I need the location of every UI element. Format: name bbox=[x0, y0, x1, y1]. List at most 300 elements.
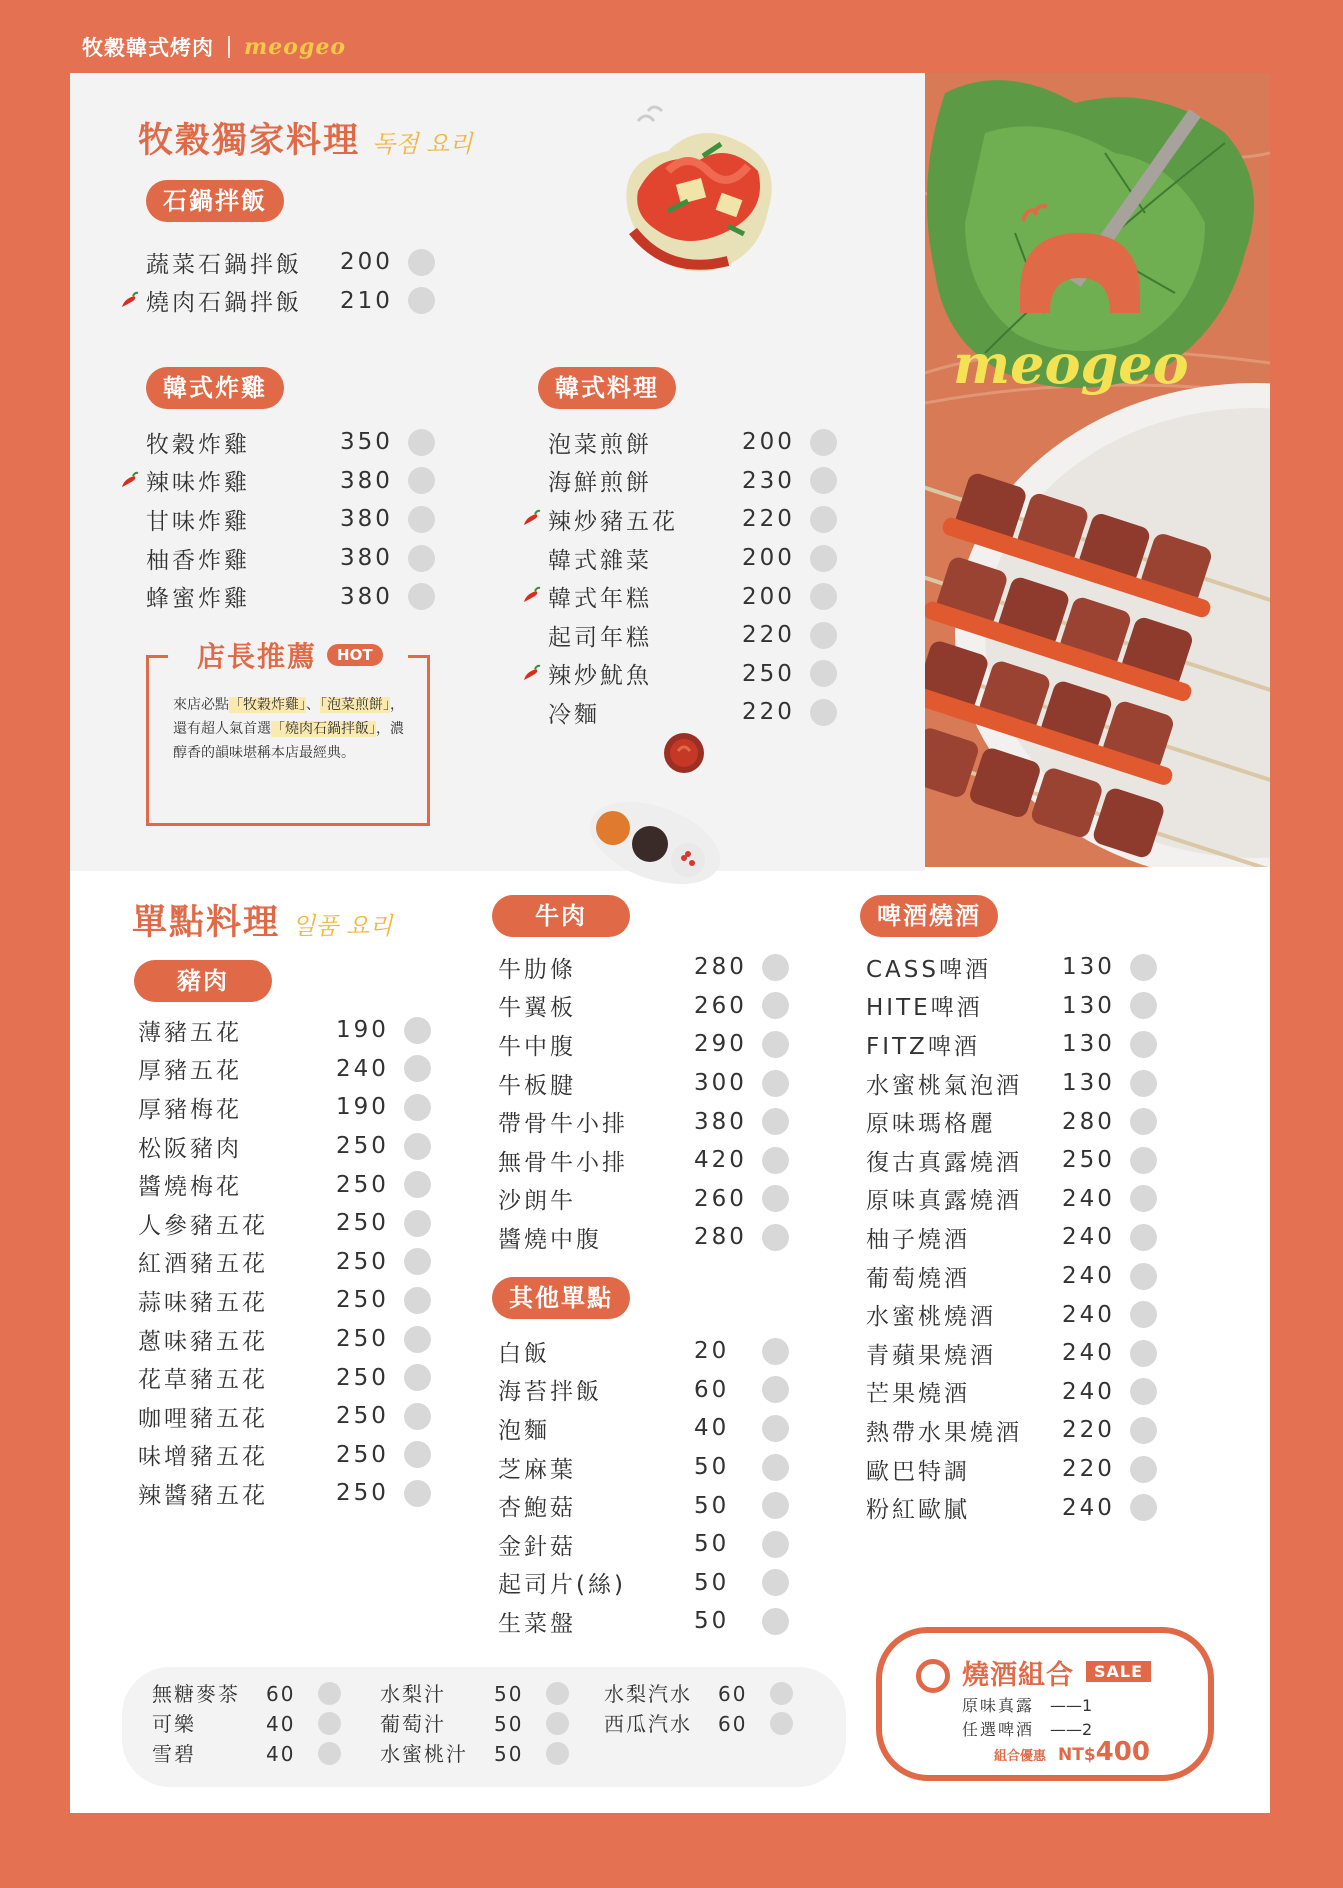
order-checkbox[interactable] bbox=[762, 1108, 789, 1135]
menu-item-price: 50 bbox=[694, 1569, 730, 1596]
order-checkbox[interactable] bbox=[810, 583, 837, 610]
menu-item-price: 250 bbox=[1062, 1147, 1115, 1174]
order-checkbox[interactable] bbox=[404, 1171, 431, 1198]
menu-item-name: 牛肋條 bbox=[498, 956, 576, 983]
menu-item bbox=[498, 1486, 808, 1525]
menu-item bbox=[866, 1141, 1176, 1180]
menu-item bbox=[498, 1218, 808, 1257]
drink-price: 50 bbox=[494, 1712, 524, 1736]
order-checkbox[interactable] bbox=[404, 1287, 431, 1314]
sauce-bowl-illustration bbox=[662, 731, 706, 775]
order-checkbox[interactable] bbox=[762, 1569, 789, 1596]
menu-item-name: 起司年糕 bbox=[548, 624, 652, 651]
menu-item-price: 280 bbox=[694, 954, 747, 981]
korean-label: 韓式料理 bbox=[538, 367, 676, 409]
order-checkbox[interactable] bbox=[408, 467, 435, 494]
recommend-box bbox=[146, 640, 430, 826]
menu-item-name: 蔬菜石鍋拌飯 bbox=[146, 251, 302, 278]
alacarte-title-zh: 單點料理 bbox=[132, 903, 281, 943]
menu-item-name: 水蜜桃氣泡酒 bbox=[866, 1072, 1022, 1099]
order-checkbox[interactable] bbox=[1130, 1185, 1157, 1212]
menu-item-name: 柚香炸雞 bbox=[146, 547, 250, 574]
combo-deal-label: 組合優惠 bbox=[994, 1749, 1047, 1764]
menu-item bbox=[498, 1141, 808, 1180]
menu-item bbox=[498, 1409, 808, 1448]
menu-item-name: 人參豬五花 bbox=[138, 1212, 268, 1239]
menu-item-price: 130 bbox=[1062, 1031, 1115, 1058]
menu-item bbox=[146, 577, 446, 616]
drink-name: 無糖麥茶 bbox=[152, 1682, 240, 1706]
menu-item-price: 220 bbox=[1062, 1456, 1115, 1483]
order-checkbox[interactable] bbox=[408, 429, 435, 456]
korean-list bbox=[548, 423, 848, 732]
drink-item bbox=[380, 1709, 580, 1739]
order-checkbox[interactable] bbox=[810, 545, 837, 572]
order-checkbox[interactable] bbox=[762, 954, 789, 981]
alacarte-title-ko: 일품 요리 bbox=[292, 912, 393, 940]
menu-item-name: 起司片(絲) bbox=[498, 1572, 626, 1599]
menu-item-price: 300 bbox=[694, 1070, 747, 1097]
menu-item bbox=[138, 1358, 448, 1397]
drink-item bbox=[152, 1679, 352, 1709]
bibimbap-label: 石鍋拌飯 bbox=[146, 180, 284, 222]
menu-item-name: 咖哩豬五花 bbox=[138, 1405, 268, 1432]
order-checkbox[interactable] bbox=[762, 1492, 789, 1519]
menu-item bbox=[138, 1088, 448, 1127]
menu-item-name: 燒肉石鍋拌飯 bbox=[146, 290, 302, 317]
menu-item-price: 250 bbox=[336, 1171, 389, 1198]
menu-item-name: 花草豬五花 bbox=[138, 1367, 268, 1394]
menu-item bbox=[146, 500, 446, 539]
exclusive-title-ko: 독점 요리 bbox=[372, 130, 473, 158]
menu-item bbox=[866, 1488, 1176, 1527]
menu-item-price: 200 bbox=[742, 545, 795, 572]
order-checkbox[interactable] bbox=[762, 1608, 789, 1635]
sauce-dish-illustration bbox=[580, 788, 730, 898]
order-checkbox[interactable] bbox=[404, 1364, 431, 1391]
menu-item-price: 60 bbox=[694, 1376, 730, 1403]
menu-item-price: 50 bbox=[694, 1492, 730, 1519]
menu-item bbox=[498, 1064, 808, 1103]
drink-price: 60 bbox=[718, 1712, 748, 1736]
menu-item-price: 260 bbox=[694, 1185, 747, 1212]
menu-item-name: 生菜盤 bbox=[498, 1610, 576, 1637]
order-checkbox[interactable] bbox=[404, 1055, 431, 1082]
menu-item-name: 厚豬梅花 bbox=[138, 1096, 242, 1123]
menu-item bbox=[548, 539, 848, 578]
chicken-list bbox=[146, 423, 446, 616]
recommend-title-text: 店長推薦 bbox=[197, 640, 318, 673]
menu-item-price: 380 bbox=[340, 583, 393, 610]
order-checkbox[interactable] bbox=[404, 1403, 431, 1430]
menu-item-name: 牛板腱 bbox=[498, 1072, 576, 1099]
menu-item bbox=[866, 987, 1176, 1026]
menu-item bbox=[866, 1295, 1176, 1334]
menu-item bbox=[138, 1397, 448, 1436]
order-checkbox[interactable] bbox=[810, 429, 837, 456]
menu-item bbox=[138, 1127, 448, 1166]
order-checkbox[interactable] bbox=[1130, 1263, 1157, 1290]
order-checkbox[interactable] bbox=[1130, 1494, 1157, 1521]
menu-item-price: 240 bbox=[1062, 1263, 1115, 1290]
drink-item bbox=[152, 1709, 352, 1739]
menu-item-name: 芝麻葉 bbox=[498, 1456, 576, 1483]
drink-price: 60 bbox=[266, 1682, 296, 1706]
menu-item-name: 甘味炸雞 bbox=[146, 508, 250, 535]
menu-item-name: 韓式年糕 bbox=[548, 586, 652, 613]
menu-item-name: 海苔拌飯 bbox=[498, 1379, 602, 1406]
menu-item-price: 420 bbox=[694, 1147, 747, 1174]
order-checkbox[interactable] bbox=[404, 1017, 431, 1044]
soju-combo-box bbox=[876, 1627, 1214, 1781]
menu-item bbox=[138, 1011, 448, 1050]
order-checkbox[interactable] bbox=[762, 1031, 789, 1058]
order-checkbox[interactable] bbox=[762, 1454, 789, 1481]
menu-item-price: 50 bbox=[694, 1608, 730, 1635]
menu-item-price: 50 bbox=[694, 1454, 730, 1481]
order-checkbox[interactable] bbox=[770, 1682, 793, 1705]
menu-item-name: 牛中腹 bbox=[498, 1033, 576, 1060]
menu-item bbox=[138, 1204, 448, 1243]
menu-item-name: 海鮮煎餅 bbox=[548, 470, 652, 497]
menu-item-price: 280 bbox=[1062, 1108, 1115, 1135]
art-logo: meogeo bbox=[953, 332, 1189, 396]
menu-item bbox=[548, 655, 848, 694]
menu-item-name: 味增豬五花 bbox=[138, 1444, 268, 1471]
recommend-text: 來店必點「牧穀炸雞」、「泡菜煎餅」，還有超人氣首選「燒肉石鍋拌飯」，濃醇香的韻味堪稱本店最經典。 bbox=[173, 697, 404, 761]
menu-item-name: 熱帶水果燒酒 bbox=[866, 1419, 1022, 1446]
food-illustration bbox=[925, 73, 1270, 867]
drink-item bbox=[380, 1679, 580, 1709]
menu-item-price: 240 bbox=[336, 1055, 389, 1082]
chicken-label: 韓式炸雞 bbox=[146, 367, 284, 409]
menu-item bbox=[866, 1064, 1176, 1103]
order-checkbox[interactable] bbox=[546, 1712, 569, 1735]
menu-item-price: 240 bbox=[1062, 1494, 1115, 1521]
menu-item-price: 20 bbox=[694, 1338, 730, 1365]
order-checkbox[interactable] bbox=[762, 1376, 789, 1403]
menu-item-name: 辣醬豬五花 bbox=[138, 1482, 268, 1509]
menu-item-name: 厚豬五花 bbox=[138, 1058, 242, 1085]
drink-price: 60 bbox=[718, 1682, 748, 1706]
menu-item-price: 260 bbox=[694, 992, 747, 1019]
combo-line-2: 任選啤酒 ——2 bbox=[962, 1720, 1093, 1739]
menu-item bbox=[548, 616, 848, 655]
menu-item-price: 380 bbox=[340, 506, 393, 533]
order-checkbox[interactable] bbox=[762, 1415, 789, 1442]
menu-item-price: 40 bbox=[694, 1415, 730, 1442]
menu-item-name: 芒果燒酒 bbox=[866, 1381, 970, 1408]
menu-item-price: 380 bbox=[340, 467, 393, 494]
drink-name: 水梨汽水 bbox=[604, 1682, 692, 1706]
menu-item-name: 金針菇 bbox=[498, 1533, 576, 1560]
menu-item-name: 辣味炸雞 bbox=[146, 470, 250, 497]
order-checkbox[interactable] bbox=[762, 1147, 789, 1174]
order-checkbox[interactable] bbox=[762, 1185, 789, 1212]
order-checkbox[interactable] bbox=[810, 699, 837, 726]
menu-item bbox=[866, 948, 1176, 987]
menu-item-price: 50 bbox=[694, 1531, 730, 1558]
menu-item-name: 蒜味豬五花 bbox=[138, 1289, 268, 1316]
chili-icon bbox=[120, 471, 140, 489]
order-checkbox[interactable] bbox=[404, 1094, 431, 1121]
menu-item bbox=[866, 1257, 1176, 1296]
drink-name: 西瓜汽水 bbox=[604, 1712, 692, 1736]
others-list bbox=[498, 1332, 808, 1641]
combo-circle-icon bbox=[916, 1659, 950, 1693]
order-checkbox[interactable] bbox=[1130, 1108, 1157, 1135]
menu-item-name: 沙朗牛 bbox=[498, 1188, 576, 1215]
order-checkbox[interactable] bbox=[770, 1712, 793, 1735]
order-checkbox[interactable] bbox=[546, 1742, 569, 1765]
order-checkbox[interactable] bbox=[1130, 1417, 1157, 1444]
menu-item-price: 220 bbox=[742, 622, 795, 649]
menu-item-price: 380 bbox=[340, 545, 393, 572]
menu-item-price: 240 bbox=[1062, 1301, 1115, 1328]
combo-title: 燒酒組合 bbox=[962, 1660, 1074, 1691]
menu-item bbox=[138, 1243, 448, 1282]
bibimbap-list bbox=[146, 243, 446, 320]
order-checkbox[interactable] bbox=[810, 506, 837, 533]
order-checkbox[interactable] bbox=[408, 249, 435, 276]
menu-item-price: 200 bbox=[742, 583, 795, 610]
brand-name: 牧穀韓式烤肉 bbox=[82, 36, 214, 60]
order-checkbox[interactable] bbox=[1130, 1224, 1157, 1251]
drink-price: 40 bbox=[266, 1742, 296, 1766]
pork-label: 豬肉 bbox=[134, 960, 272, 1002]
order-checkbox[interactable] bbox=[408, 506, 435, 533]
menu-item bbox=[866, 1102, 1176, 1141]
combo-currency: NT$ bbox=[1058, 1745, 1096, 1765]
order-checkbox[interactable] bbox=[404, 1441, 431, 1468]
order-checkbox[interactable] bbox=[318, 1742, 341, 1765]
order-checkbox[interactable] bbox=[404, 1210, 431, 1237]
menu-item-name: 冷麵 bbox=[548, 701, 600, 728]
order-checkbox[interactable] bbox=[1130, 1070, 1157, 1097]
menu-item-price: 280 bbox=[694, 1224, 747, 1251]
menu-item-price: 240 bbox=[1062, 1224, 1115, 1251]
menu-item-name: 泡菜煎餅 bbox=[548, 431, 652, 458]
recommend-title bbox=[189, 635, 391, 675]
order-checkbox[interactable] bbox=[404, 1133, 431, 1160]
menu-item-name: 蔥味豬五花 bbox=[138, 1328, 268, 1355]
menu-item-price: 200 bbox=[340, 249, 393, 276]
beef-label: 牛肉 bbox=[492, 895, 630, 937]
header-bar bbox=[82, 30, 346, 64]
menu-item bbox=[138, 1165, 448, 1204]
drink-item bbox=[380, 1739, 580, 1769]
order-checkbox[interactable] bbox=[318, 1682, 341, 1705]
menu-item-name: 原味真露燒酒 bbox=[866, 1188, 1022, 1215]
alcohol-label: 啤酒燒酒 bbox=[860, 895, 998, 937]
sale-badge: SALE bbox=[1086, 1661, 1151, 1682]
brand-logo: meogeo bbox=[244, 34, 347, 60]
menu-item-price: 250 bbox=[336, 1133, 389, 1160]
others-label: 其他單點 bbox=[492, 1277, 630, 1319]
menu-item-price: 190 bbox=[336, 1017, 389, 1044]
order-checkbox[interactable] bbox=[318, 1712, 341, 1735]
menu-item-name: 復古真露燒酒 bbox=[866, 1149, 1022, 1176]
order-checkbox[interactable] bbox=[1130, 954, 1157, 981]
order-checkbox[interactable] bbox=[404, 1480, 431, 1507]
menu-item bbox=[498, 1102, 808, 1141]
order-checkbox[interactable] bbox=[762, 1338, 789, 1365]
kimchi-illustration bbox=[608, 101, 788, 281]
drink-price: 40 bbox=[266, 1712, 296, 1736]
alcohol-list bbox=[866, 948, 1176, 1527]
pork-list bbox=[138, 1011, 448, 1513]
menu-item-name: 杏鮑菇 bbox=[498, 1495, 576, 1522]
combo-amount: 400 bbox=[1095, 1737, 1150, 1767]
menu-item-price: 240 bbox=[1062, 1185, 1115, 1212]
menu-item bbox=[498, 1332, 808, 1371]
menu-item-name: FITZ啤酒 bbox=[866, 1033, 980, 1060]
menu-item-price: 230 bbox=[742, 467, 795, 494]
menu-item bbox=[138, 1320, 448, 1359]
drink-price: 50 bbox=[494, 1742, 524, 1766]
menu-item bbox=[498, 987, 808, 1026]
menu-item-price: 250 bbox=[336, 1364, 389, 1391]
menu-item bbox=[548, 500, 848, 539]
order-checkbox[interactable] bbox=[1130, 1301, 1157, 1328]
menu-item-name: 松阪豬肉 bbox=[138, 1135, 242, 1162]
order-checkbox[interactable] bbox=[1130, 992, 1157, 1019]
drink-name: 雪碧 bbox=[152, 1742, 196, 1766]
menu-item bbox=[498, 1371, 808, 1410]
menu-item bbox=[146, 282, 446, 321]
order-checkbox[interactable] bbox=[404, 1248, 431, 1275]
drink-name: 水蜜桃汁 bbox=[380, 1742, 468, 1766]
menu-item-name: 無骨牛小排 bbox=[498, 1149, 628, 1176]
menu-item bbox=[146, 539, 446, 578]
menu-item-price: 220 bbox=[742, 506, 795, 533]
menu-item-price: 200 bbox=[742, 429, 795, 456]
menu-item-name: 醬燒中腹 bbox=[498, 1226, 602, 1253]
menu-item-price: 250 bbox=[336, 1441, 389, 1468]
chili-icon bbox=[522, 509, 542, 527]
menu-item-name: 葡萄燒酒 bbox=[866, 1265, 970, 1292]
menu-item bbox=[498, 1180, 808, 1219]
menu-item-price: 220 bbox=[1062, 1417, 1115, 1444]
menu-item bbox=[498, 1564, 808, 1603]
menu-item bbox=[498, 1602, 808, 1641]
drink-item bbox=[604, 1709, 804, 1739]
order-checkbox[interactable] bbox=[1130, 1340, 1157, 1367]
menu-item bbox=[866, 1218, 1176, 1257]
menu-item bbox=[498, 1525, 808, 1564]
order-checkbox[interactable] bbox=[810, 622, 837, 649]
order-checkbox[interactable] bbox=[810, 660, 837, 687]
exclusive-title bbox=[138, 113, 472, 163]
hot-badge: HOT bbox=[327, 644, 383, 666]
menu-item-price: 220 bbox=[742, 699, 795, 726]
menu-item-price: 240 bbox=[1062, 1340, 1115, 1367]
menu-item-price: 250 bbox=[742, 660, 795, 687]
order-checkbox[interactable] bbox=[762, 1531, 789, 1558]
menu-item-name: 泡麵 bbox=[498, 1417, 550, 1444]
soft-drinks-box bbox=[122, 1667, 846, 1787]
header-divider bbox=[228, 36, 230, 58]
menu-item-name: 蜂蜜炸雞 bbox=[146, 586, 250, 613]
menu-item bbox=[866, 1180, 1176, 1219]
order-checkbox[interactable] bbox=[1130, 1378, 1157, 1405]
menu-item bbox=[866, 1411, 1176, 1450]
menu-item-price: 250 bbox=[336, 1210, 389, 1237]
menu-item-price: 210 bbox=[340, 287, 393, 314]
menu-item-name: 辣炒豬五花 bbox=[548, 508, 678, 535]
menu-item-name: 帶骨牛小排 bbox=[498, 1111, 628, 1138]
menu-item bbox=[498, 948, 808, 987]
menu-item bbox=[866, 1373, 1176, 1412]
chili-icon bbox=[522, 586, 542, 604]
menu-item bbox=[138, 1281, 448, 1320]
order-checkbox[interactable] bbox=[810, 467, 837, 494]
menu-item bbox=[138, 1436, 448, 1475]
chili-icon bbox=[522, 664, 542, 682]
order-checkbox[interactable] bbox=[762, 1070, 789, 1097]
menu-item-name: 粉紅歐膩 bbox=[866, 1497, 970, 1524]
menu-item bbox=[498, 1025, 808, 1064]
menu-item-price: 130 bbox=[1062, 954, 1115, 981]
menu-item bbox=[866, 1334, 1176, 1373]
menu-item bbox=[138, 1050, 448, 1089]
menu-item bbox=[866, 1025, 1176, 1064]
menu-item-price: 250 bbox=[336, 1326, 389, 1353]
menu-item-price: 250 bbox=[336, 1480, 389, 1507]
menu-item bbox=[146, 462, 446, 501]
menu-item bbox=[146, 243, 446, 282]
drink-name: 葡萄汁 bbox=[380, 1712, 446, 1736]
order-checkbox[interactable] bbox=[762, 1224, 789, 1251]
order-checkbox[interactable] bbox=[408, 583, 435, 610]
drink-name: 可樂 bbox=[152, 1712, 196, 1736]
menu-item-name: 青蘋果燒酒 bbox=[866, 1342, 996, 1369]
menu-item-price: 130 bbox=[1062, 1070, 1115, 1097]
order-checkbox[interactable] bbox=[1130, 1147, 1157, 1174]
menu-item-name: 柚子燒酒 bbox=[866, 1226, 970, 1253]
menu-item bbox=[498, 1448, 808, 1487]
exclusive-title-zh: 牧穀獨家料理 bbox=[138, 121, 361, 161]
combo-deal bbox=[994, 1737, 1150, 1767]
menu-item-price: 250 bbox=[336, 1287, 389, 1314]
menu-item-price: 240 bbox=[1062, 1378, 1115, 1405]
menu-item-name: 牛翼板 bbox=[498, 995, 576, 1022]
order-checkbox[interactable] bbox=[408, 287, 435, 314]
order-checkbox[interactable] bbox=[404, 1326, 431, 1353]
order-checkbox[interactable] bbox=[546, 1682, 569, 1705]
menu-item-name: CASS啤酒 bbox=[866, 956, 991, 983]
menu-item-name: 歐巴特調 bbox=[866, 1458, 970, 1485]
menu-item-name: 辣炒魷魚 bbox=[548, 663, 652, 690]
drink-item bbox=[604, 1679, 804, 1709]
beef-list bbox=[498, 948, 808, 1257]
menu-item-price: 130 bbox=[1062, 992, 1115, 1019]
order-checkbox[interactable] bbox=[762, 992, 789, 1019]
drink-item bbox=[152, 1739, 352, 1769]
order-checkbox[interactable] bbox=[1130, 1456, 1157, 1483]
menu-item bbox=[138, 1474, 448, 1513]
drink-name: 水梨汁 bbox=[380, 1682, 446, 1706]
menu-item-price: 190 bbox=[336, 1094, 389, 1121]
menu-item-price: 250 bbox=[336, 1403, 389, 1430]
menu-item-name: 紅酒豬五花 bbox=[138, 1251, 268, 1278]
order-checkbox[interactable] bbox=[408, 545, 435, 572]
order-checkbox[interactable] bbox=[1130, 1031, 1157, 1058]
menu-item-name: 薄豬五花 bbox=[138, 1019, 242, 1046]
menu-item bbox=[548, 462, 848, 501]
menu-item bbox=[548, 577, 848, 616]
menu-item bbox=[548, 693, 848, 732]
